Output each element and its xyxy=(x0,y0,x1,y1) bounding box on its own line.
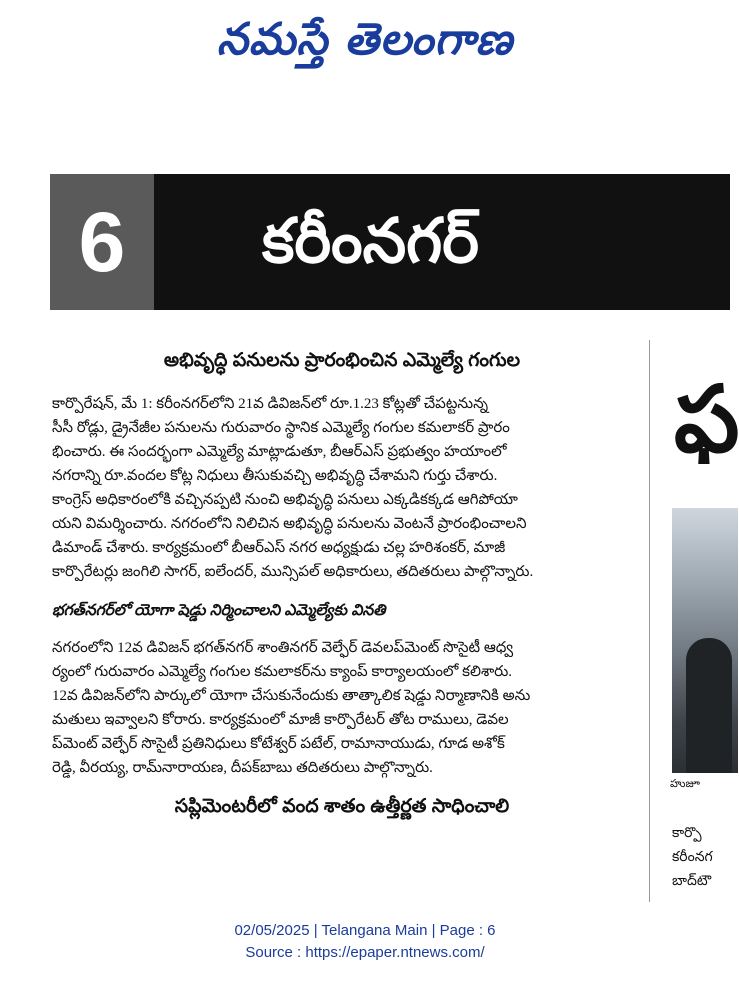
page-number-box: 6 xyxy=(50,174,154,310)
article-1-line: సీసీ రోడ్లు, డ్రైనేజీల పనులను గురువారం స్థానిక ఎమ్మెల్యే గంగుల కమలాకర్ ప్రారం xyxy=(52,420,510,436)
article-1-body xyxy=(52,392,632,584)
article-2-line: ప్‌మెంట్ వెల్ఫేర్ సొసైటీ ప్రతినిధులు కోటేశ్వర్ పటేల్, రామానాయుడు, గూడ అశోక్ xyxy=(52,736,505,752)
article-2-line: 12వ డివిజన్‌లోని పార్కులో యోగా చేసుకునేందుకు తాత్కాలిక షెడ్డు నిర్మాణానికి అను xyxy=(52,688,531,704)
footer-date-line: 02/05/2025 | Telangana Main | Page : 6 xyxy=(234,922,496,939)
article-2-line: మతులు ఇవ్వాలని కోరారు. కార్యక్రమంలో మాజీ కార్పొరేటర్ తోట రాములు, డెవల xyxy=(52,712,509,728)
main-article-column xyxy=(52,348,632,838)
section-name: కరీంనగర్ xyxy=(262,207,480,276)
footer-source-line: Source : https://epaper.ntnews.com/ xyxy=(245,944,485,961)
article-2-line: రెడ్డి, వీరయ్య, రామ్‌నారాయణ, దీపక్‌బాబు తదితరులు పాల్గొన్నారు. xyxy=(52,760,433,776)
news-photo xyxy=(672,508,738,773)
adjacent-article-column xyxy=(664,340,739,902)
adjacent-article-line: కార్పొ xyxy=(672,826,702,841)
article-3-headline: సప్లిమెంటరీలో వంద శాతం ఉత్తీర్ణత సాధించాలి xyxy=(174,796,510,817)
photo-person-silhouette xyxy=(686,638,732,773)
photo-caption: హుజూ xyxy=(670,778,700,790)
article-1-line: డిమాండ్ చేశారు. కార్యక్రమంలో బీఆర్‌ఎస్ నగర అధ్యక్షుడు చల్ల హరిశంకర్, మాజీ xyxy=(52,540,506,556)
page-footer xyxy=(0,920,730,964)
section-header-band xyxy=(50,174,730,310)
article-1-line: కార్పొరేషన్, మే 1: కరీంనగర్‌లోని 21వ డివిజన్‌లో రూ.1.23 కోట్లతో చేపట్టనున్న xyxy=(52,396,489,412)
adjacent-article-line: కరీంనగ xyxy=(672,850,713,865)
article-1-line: కాంగ్రెస్ అధికారంలోకి వచ్చినప్పటి నుంచి అభివృద్ధి పనులు ఎక్కడికక్కడ ఆగిపోయా xyxy=(52,492,518,508)
adjacent-article-line: బాద్‌టౌ xyxy=(672,874,712,889)
article-2-headline: భగత్‌నగర్‌లో యోగా షెడ్డు నిర్మించాలని ఎమ్మెల్యేకు వినతి xyxy=(52,602,386,619)
article-1-line: కార్పొరేటర్లు జంగిలి సాగర్, ఐలేందర్, మున్సిపల్ అధికారులు, తదితరులు పాల్గొన్నారు. xyxy=(52,564,534,580)
adjacent-headline-fragment: ఫ xyxy=(674,369,739,471)
adjacent-article-text xyxy=(672,822,713,894)
article-1-line: భించారు. ఈ సందర్భంగా ఎమ్మెల్యే మాట్లాడుతూ, బీఆర్‌ఎస్ ప్రభుత్వం హయాంలో xyxy=(52,444,507,460)
article-2-line: ర్యంలో గురువారం ఎమ్మెల్యే గంగుల కమలాకర్‌ను క్యాంప్ కార్యాలయంలో కలిశారు. xyxy=(52,664,513,680)
newspaper-masthead: నమస్తే తెలంగాణ xyxy=(216,14,514,65)
article-2-body xyxy=(52,636,632,780)
article-1-line: యని విమర్శించారు. నగరంలోని నిలిచిన అభివృద్ధి పనులను వెంటనే ప్రారంభించాలని xyxy=(52,516,527,532)
article-2-line: నగరంలోని 12వ డివిజన్ భగత్‌నగర్ శాంతినగర్ వెల్ఫేర్ డెవలప్‌మెంట్ సొసైటీ ఆధ్వ xyxy=(52,640,514,656)
column-divider xyxy=(649,340,650,902)
article-1-line: నగరాన్ని రూ.వందల కోట్ల నిధులు తీసుకువచ్చి అభివృద్ధి చేశామని గుర్తు చేశారు. xyxy=(52,468,498,484)
article-1-headline: అభివృద్ధి పనులను ప్రారంభించిన ఎమ్మెల్యే గంగుల xyxy=(163,350,521,371)
